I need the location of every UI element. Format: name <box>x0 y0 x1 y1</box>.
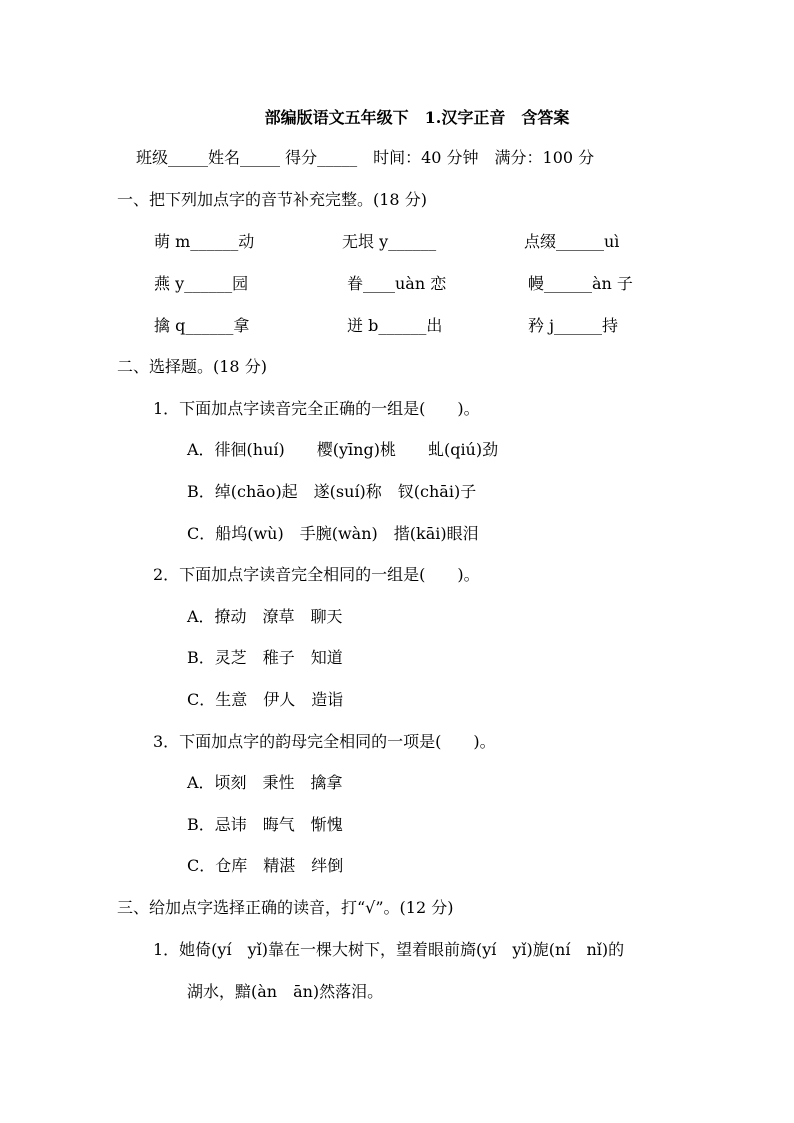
question-text: 1．她倚(yí yǐ)靠在一棵大树下，望着眼前旖(yí yǐ)旎(ní nǐ)的 <box>153 940 625 959</box>
page-title: 部编版语文五年级下 1.汉字正音 含答案 <box>264 108 570 127</box>
pinyin-item: 无垠 y______ <box>342 232 437 251</box>
pinyin-item: 幔______àn 子 <box>528 274 633 293</box>
pinyin-item: 点缀______uì <box>524 232 620 251</box>
question-stem: 1．下面加点字读音完全正确的一组是( )。 <box>153 399 480 418</box>
answer-option: B．忌讳 晦气 惭愧 <box>187 815 343 834</box>
pinyin-item: 迸 b______出 <box>347 316 443 335</box>
question-stem: 3．下面加点字的韵母完全相同的一项是( )。 <box>153 732 496 751</box>
pinyin-item: 燕 y______园 <box>154 274 249 293</box>
answer-option: B．绰(chāo)起 遂(suí)称 钗(chāi)子 <box>187 482 477 501</box>
section-3-heading: 三、给加点字选择正确的读音，打“√”。(12 分) <box>117 898 454 917</box>
pinyin-item: 眷____uàn 恋 <box>347 274 447 293</box>
section-2-heading: 二、选择题。(18 分) <box>117 357 267 376</box>
section-1-heading: 一、把下列加点字的音节补充完整。(18 分) <box>117 190 427 209</box>
question-text-continued: 湖水，黯(àn ān)然落泪。 <box>187 982 384 1001</box>
answer-option: C．仓库 精湛 绊倒 <box>187 856 344 875</box>
pinyin-item: 矜 j______持 <box>528 316 619 335</box>
answer-option: C．生意 伊人 造诣 <box>187 690 344 709</box>
answer-option: A．徘徊(huí) 樱(yīng)桃 虬(qiú)劲 <box>187 440 499 459</box>
answer-option: A．顷刻 秉性 擒拿 <box>187 773 343 792</box>
student-info-line: 班级_____姓名_____ 得分_____ 时间：40 分钟 满分：100 分 <box>136 148 595 167</box>
question-stem: 2．下面加点字读音完全相同的一组是( )。 <box>153 565 480 584</box>
answer-option: A．撩动 潦草 聊天 <box>187 607 343 626</box>
answer-option: C．船坞(wù) 手腕(wàn) 揩(kāi)眼泪 <box>187 524 479 543</box>
pinyin-item: 擒 q______拿 <box>154 316 250 335</box>
answer-option: B．灵芝 稚子 知道 <box>187 648 343 667</box>
pinyin-item: 萌 m______动 <box>154 232 255 251</box>
